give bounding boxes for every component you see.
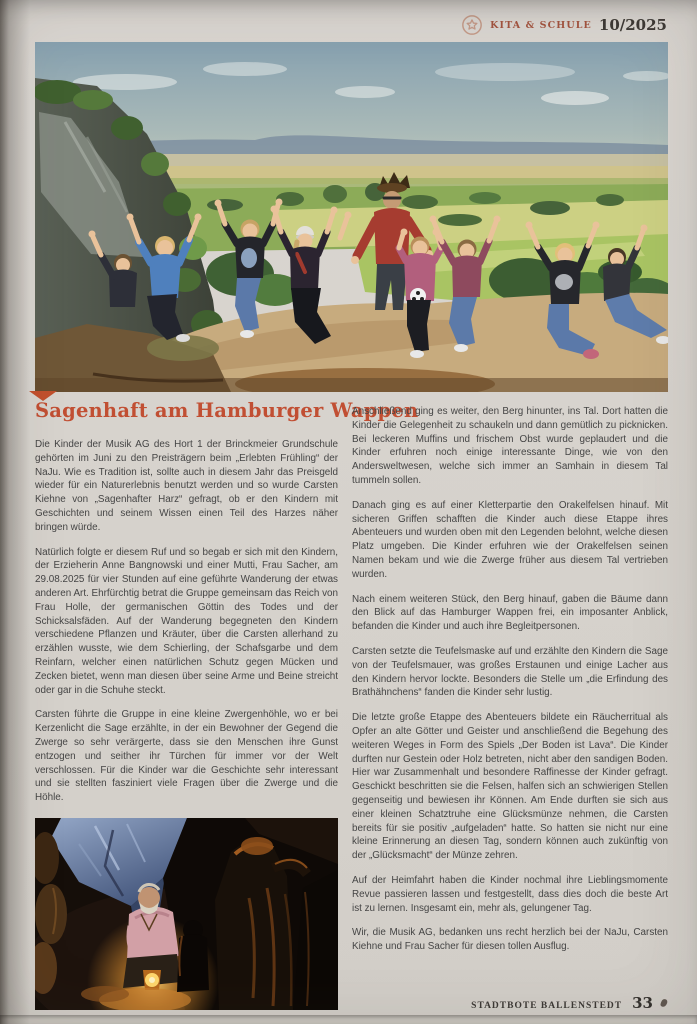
section-label: KITA & SCHULE (490, 19, 592, 31)
article-paragraph: Die Kinder der Musik AG des Hort 1 der Brinckmeier Grundschule gehörten im Juni zu den Preisträgern beim „Erlebten Frühling“ der NaJu. Wie es Tradition ist, sollte auch in diesem Jahr das Preisgeld wieder für ein Naturerlebnis benutzt werden und so wurde Carsten Kiehne von „Sagenhafter Harz“ gefragt, ob er den Kindern mit Geschichten und seinem Wissen einen Teil des Harzes näher bringen würde. (35, 439, 338, 533)
article-paragraph: Anschließend ging es weiter, den Berg hinunter, ins Tal. Dort hatten die Kinder die Gelegenheit zu schaukeln und dann gemütlich zu picknicken. Bei leckeren Muffins und frischem Obst wurde geplaudert und die Kinder erfuhren noch einige interessante Dinge, wie von den Andersweltwesen, welche sich immer an Samhain in diesem Tal tummeln sollen. (352, 406, 668, 486)
page-footer (471, 994, 667, 1012)
page-bottom-edge (0, 1015, 697, 1024)
article-paragraph: Carsten setzte die Teufelsmaske auf und erzählte den Kindern die Sage von der Teufelsmauer, was großes Erstaunen und einige Lacher aus den Kindern hervor lockte. Besonders die Stelle um „die Erfindung des Brathähnchens“ fanden die Kinder sehr lustig. (352, 645, 668, 699)
star-in-circle-icon (461, 14, 483, 36)
left-column (35, 438, 338, 816)
publication-name: STADTBOTE BALLENSTEDT (471, 1001, 623, 1011)
right-column (352, 405, 668, 985)
article-paragraph: Natürlich folgte er diesem Ruf und so begab er sich mit den Kindern, der Erzieherin Anne Bangnowski und einer Mutti, Frau Sacher, am 29.08.2025 für vier Stunden auf eine geführte Wanderung der etwas anderen Art. Ehrfürchtig betrat die Gruppe gemeinsam das Reich von Frau Holle, der germanischen Göttin des Todes und der Schicksalsfäden. Auf der Wanderung begegneten den Kindern verschiedene Pflanzen und Kräuter, über die Carsten allerhand zu erzählen wusste, wie dem Schierling, der Schafsgarbe und dem Reinfarn, welcher einen natürlichen Schutz gegen Mücken und Zecken bietet, wenn man diesen über seine Arme und Beine streicht oder gar in die Schuhe steckt. (35, 546, 338, 696)
article-paragraph: Die letzte große Etappe des Abenteuers bildete ein Räucherritual als Opfer an alte Götter und Geister und anschließend die Begehung des weiteren Weges in Form des Spiels „Der Boden ist Lava“. Die Kinder durften nur Gestein oder Holz betreten, nicht aber den sandigen Boden. Hier war Zusammenhalt und besondere Raffinesse der Kinder gefragt. Geschickt beschritten sie die Felsen, halfen sich an schwierigen Stellen gegenseitig und bewiesen ihr Können. Am Ende durften sie sich aus einer kleinen Schatztruhe eine Glücksmünze nehmen, die Carsten bereits für sie positiv „aufgeladen“ hatte. So hatten sie nicht nur eine kleine Erinnerung an diesen Tag, sondern können auch zukünftig von der „Glücksmacht“ der Münze zehren. (352, 712, 668, 862)
article-paragraph: Nach einem weiteren Stück, den Berg hinauf, gaben die Bäume dann den Blick auf das Hamburger Wappen frei, ein imposanter Anblick, befanden die Kinder und auch ihre Begleitpersonen. (352, 593, 668, 633)
page-header (461, 14, 667, 36)
article-paragraph: Danach ging es auf einer Kletterpartie den Orakelfelsen hinauf. Mit sicheren Griffen schafften die Kinder auch diese Etappe ihres Abenteuers und wurden oben mit den Legenden belohnt, welche diesen Platz umgeben. Die Kinder erfuhren wie der Orakelfelsen seinen Namen bekam und wie die Zwerge früher aus diesem Tal vertrieben wurden. (352, 499, 668, 580)
cave-photo (35, 818, 338, 1010)
page-number: 33 (632, 994, 653, 1012)
article-paragraph: Auf der Heimfahrt haben die Kinder nochmal ihre Lieblingsmomente Revue passieren lassen und festgestellt, dass dies doch die beste Art ist zu lernen. Insgesamt ein, mehr als, gelungener Tag. (352, 874, 668, 914)
main-photo (35, 42, 668, 392)
article-paragraph: Wir, die Musik AG, bedanken uns recht herzlich bei der NaJu, Carsten Kiehne und Frau Sacher für diesen tollen Ausflug. (352, 927, 668, 953)
article-title: Sagenhaft am Hamburger Wappen (35, 399, 419, 422)
page-curl-mark (660, 998, 668, 1007)
scan-gutter-shadow (0, 0, 30, 1024)
issue-number: 10/2025 (598, 16, 667, 34)
article-paragraph: Carsten führte die Gruppe in eine kleine Zwergenhöhle, wo er bei Kerzenlicht die Sage erzählte, in der ein Bewohner der Gegend die Zwerge so sehr verärgerte, dass sie den Menschen ihre Gunst entzogen und seither ihr Türchen für immer vor der Welt verschlossen. Für die Kinder war die Geschichte sehr interessant und sie stellten fasziniert viele Fragen über die Zwerge und die Höhle. (35, 709, 338, 804)
